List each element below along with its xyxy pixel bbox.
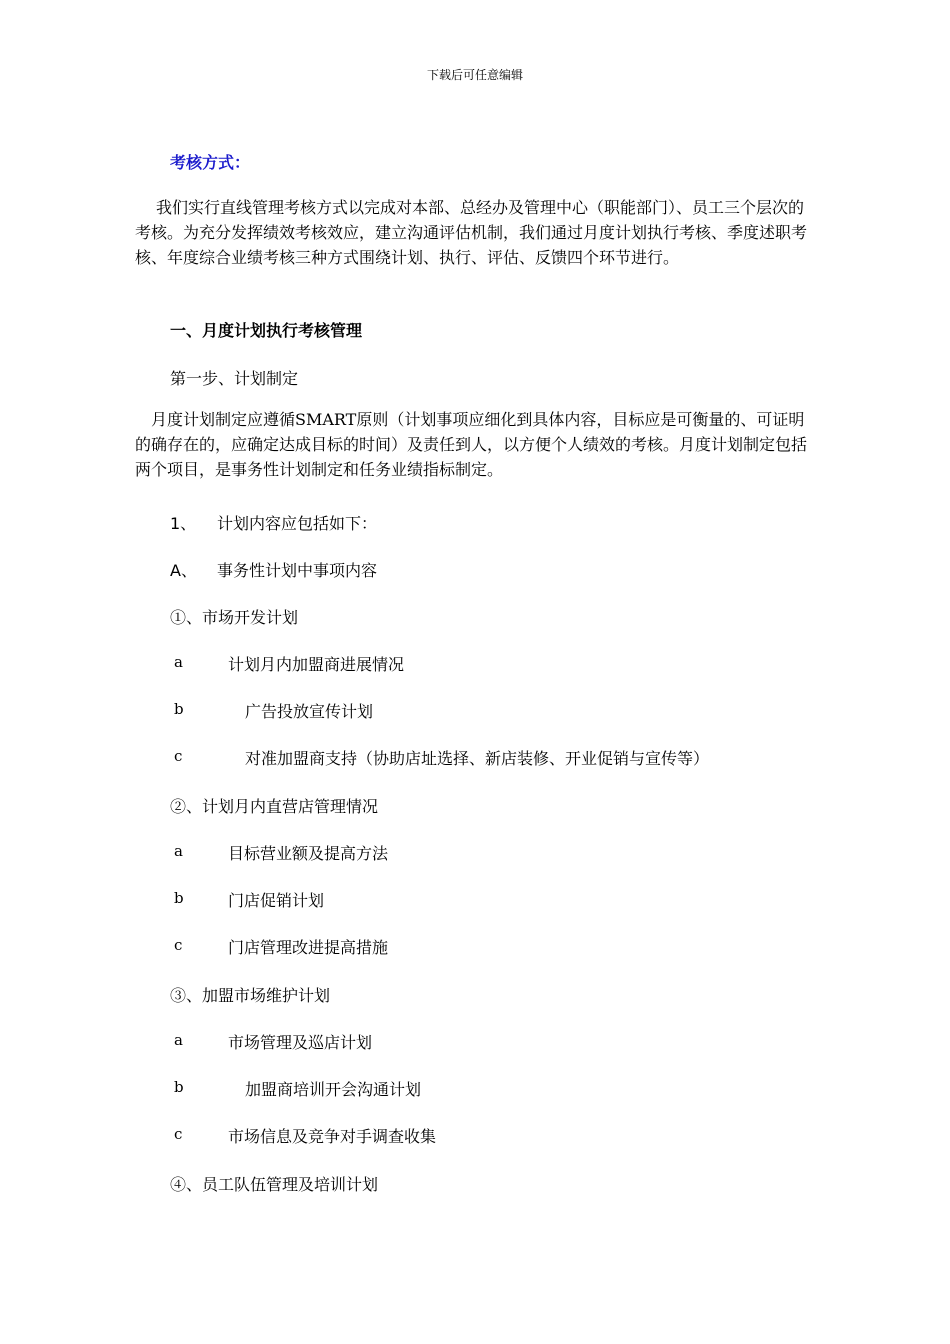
group-title: ④、员工队伍管理及培训计划: [170, 1175, 379, 1194]
item-1-text: 计划内容应包括如下：: [217, 514, 378, 533]
item-a-text: 事务性计划中事项内容: [217, 561, 378, 580]
item-a-number: A、: [170, 561, 197, 580]
list-item: 市场信息及竞争对手调查收集: [228, 1127, 437, 1146]
intro-paragraph: 我们实行直线管理考核方式以完成对本部、总经办及管理中心（职能部门）、员工三个层次的考核。为充分发挥绩效考核效应，建立沟通评估机制，我们通过月度计划执行考核、季度述职考核、年度综合业绩考核三种方式围绕计划、执行、评估、反馈四个环节进行。: [135, 198, 808, 267]
list-marker: a: [174, 1031, 183, 1049]
step-one-paragraph: 月度计划制定应遵循SMART原则（计划事项应细化到具体内容，目标应是可衡量的、可证明的确存在的，应确定达成目标的时间）及责任到人，以方便个人绩效的考核。月度计划制定包括两个项目，是事务性计划制定和任务业绩指标制定。: [135, 410, 808, 479]
list-item: 门店管理改进提高措施: [228, 938, 389, 957]
list-marker: b: [174, 1078, 184, 1096]
list-item: 计划月内加盟商进展情况: [228, 655, 405, 674]
list-marker: c: [174, 747, 183, 765]
list-marker: b: [174, 889, 184, 907]
list-item: 门店促销计划: [228, 891, 325, 910]
list-item: 加盟商培训开会沟通计划: [245, 1080, 422, 1099]
list-marker: a: [174, 653, 183, 671]
list-item: 对准加盟商支持（协助店址选择、新店装修、开业促销与宣传等）: [245, 749, 710, 768]
group-title: ③、加盟市场维护计划: [170, 986, 331, 1005]
list-marker: c: [174, 1125, 183, 1143]
step-one-heading: 第一步、计划制定: [170, 369, 299, 388]
list-marker: b: [174, 700, 184, 718]
item-1-number: 1、: [170, 514, 197, 533]
list-marker: a: [174, 842, 183, 860]
list-item: 市场管理及巡店计划: [228, 1033, 373, 1052]
page-header: 下载后可任意编辑: [426, 68, 523, 82]
list-marker: c: [174, 936, 183, 954]
list-item: 目标营业额及提高方法: [228, 844, 389, 863]
group-title: ①、市场开发计划: [170, 608, 299, 627]
list-item: 广告投放宣传计划: [245, 702, 374, 721]
section-title: 考核方式：: [170, 153, 251, 172]
group-title: ②、计划月内直营店管理情况: [170, 797, 379, 816]
heading-monthly-plan: 一、月度计划执行考核管理: [170, 321, 363, 340]
